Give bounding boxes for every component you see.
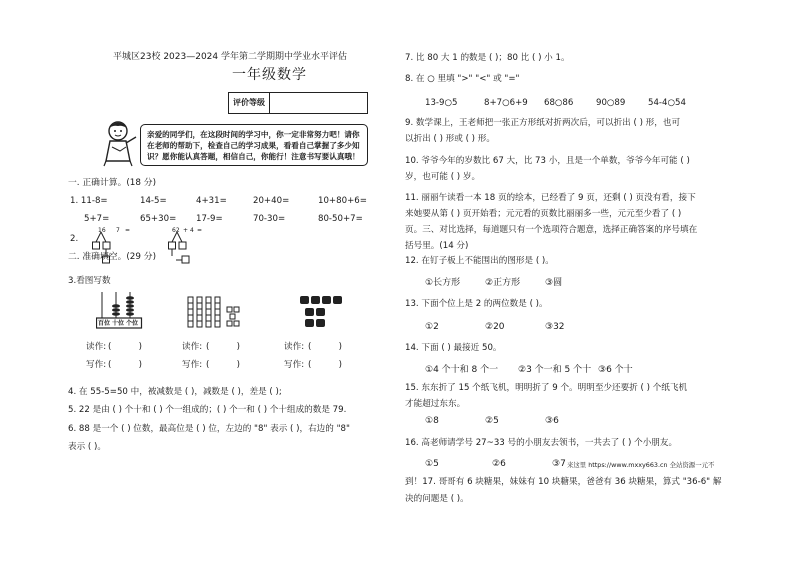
calc-1-5: 10+80+6= (318, 196, 367, 206)
question-10-line-2: 岁，也可能 ( ) 岁。 (405, 172, 481, 182)
q15-option-3: ③6 (545, 416, 559, 426)
question-17-line-2: 决的问题是 ( )。 (405, 494, 469, 504)
tree1-num-b: 7 (116, 227, 120, 234)
section-1-heading: 一. 正确计算。(18 分) (68, 178, 157, 188)
question-14: 14. 下面 ( ) 最接近 50。 (405, 343, 502, 353)
write-label-1: 写作: (86, 360, 107, 370)
write-label-3: 写作: (284, 360, 305, 370)
number-tree-2-icon (168, 232, 208, 272)
question-10-line-1: 10. 爷爷今年的岁数比 67 大，比 73 小，且是一个单数，爷爷今年可能 ( ) (405, 156, 690, 166)
tree2-plus: + (183, 227, 189, 234)
q8-item-1: 13-9○5 (425, 98, 458, 108)
abacus-label-ones: 个位 (126, 320, 139, 327)
question-6-line-2: 表示 ( )。 (68, 442, 106, 452)
question-15-line-2: 才能超过东东。 (405, 399, 466, 409)
q13-option-3: ③32 (545, 322, 565, 332)
read-label-2: 读作: (182, 342, 203, 352)
evaluation-grade-label: 评价等级 (229, 93, 270, 113)
question-11-line-1: 11. 丽丽午读看一本 18 页的绘本，已经看了 9 页，还剩 ( ) 页没有看，接下 (405, 193, 696, 203)
calc-1-2: 14-5= (140, 196, 167, 206)
q14-option-2: ②3 个一和 5 个十 (518, 365, 592, 375)
calc-2-5: 80-50+7= (318, 214, 363, 224)
question-6-line-1: 6. 88 是一个 ( ) 位数，最高位是 ( ) 位，左边的 "8" 表示 ( )，右边的 "8" (68, 424, 350, 434)
calc-item-2-label: 2. (70, 234, 79, 244)
q12-option-1: ①长方形 (425, 278, 461, 288)
question-11-line-2: 来她要从第 ( ) 页开始看；元元看的页数比丽丽多一些，元元至少看了 ( ) (405, 209, 682, 219)
q14-option-1: ①4 个十和 8 个一 (425, 365, 499, 375)
q8-item-3: 68○86 (544, 98, 574, 108)
calc-2-3: 17-9= (196, 214, 223, 224)
question-11-line-4: 括号里。(14 分) (405, 241, 469, 251)
q15-option-2: ②5 (485, 416, 499, 426)
question-7: 7. 比 80 大 1 的数是 ( )；80 比 ( ) 小 1。 (405, 53, 570, 63)
q12-option-2: ②正方形 (485, 278, 521, 288)
q13-option-2: ②20 (485, 322, 505, 332)
q16-option-2: ②6 (492, 459, 506, 469)
tree2-num-a: 62 (172, 227, 180, 234)
tree1-eq: = (125, 227, 131, 234)
q16-option-3: ③7 (552, 459, 566, 469)
calc-2-1: 5+7= (84, 214, 110, 224)
q16-option-1: ①5 (425, 459, 439, 469)
watermark-text: 来这里 https://www.mxxy663.cn 全站资源一元不 (567, 461, 715, 469)
question-15-line-1: 15. 东东折了 15 个纸飞机，明明折了 9 个。明明至少还要折 ( ) 个纸飞机 (405, 383, 688, 393)
calc-1-1: 1. 11-8= (70, 196, 108, 206)
question-8: 8. 在 ○ 里填 ">" "<" 或 "=" (405, 74, 520, 84)
q13-option-1: ①2 (425, 322, 439, 332)
calc-1-3: 4+31= (196, 196, 227, 206)
question-13: 13. 下面个位上是 2 的两位数是 ( )。 (405, 299, 548, 309)
abacus-label-tens: 十位 (112, 320, 125, 327)
read-label-1: 读作: (86, 342, 107, 352)
question-9-line-2: 以折出 ( ) 形或 ( ) 形。 (405, 134, 495, 144)
question-3: 3.看图写数 (68, 276, 111, 286)
calc-1-4: 20+40= (253, 196, 290, 206)
evaluation-grade-box (228, 92, 368, 114)
exam-subtitle: 一年级数学 (232, 67, 307, 83)
question-5: 5. 22 是由 ( ) 个十和 ( ) 个一组成的；( ) 个一和 ( ) 个十组成的数是 79. (68, 405, 347, 415)
calc-2-2: 65+30= (140, 214, 177, 224)
q15-option-1: ①8 (425, 416, 439, 426)
q12-option-3: ③圆 (545, 278, 563, 288)
abacus-label-hundreds: 百位 (98, 320, 111, 327)
write-label-2: 写作: (182, 360, 203, 370)
stamp-blocks-icon (298, 294, 348, 330)
q8-item-2: 8+7○6+9 (484, 98, 528, 108)
tree2-eq: = (197, 227, 203, 234)
question-9-line-1: 9. 数学课上，王老师把一张正方形纸对折两次后，可以折出 ( ) 形，也可 (405, 118, 681, 128)
question-4: 4. 在 55-5=50 中，被减数是 ( )，减数是 ( )，差是 ( ); (68, 387, 282, 397)
tree1-num-a: 16 (98, 227, 106, 234)
calc-2-4: 70-30= (253, 214, 286, 224)
section-2-heading: 二. 准确填空。(29 分) (68, 252, 157, 262)
q14-option-3: ③6 个十 (598, 365, 633, 375)
tree2-num-b: 4 (190, 227, 194, 234)
exam-title: 平城区23校 2023—2024 学年第二学期期中学业水平评估 (113, 52, 347, 62)
counting-cubes-icon (186, 295, 250, 329)
read-label-3: 读作: (284, 342, 305, 352)
notice-box: 亲爱的同学们，在这段时间的学习中，你一定非常努力吧！请你在老师的帮助下，检查自己的学习成果，看看自己掌握了多少知识？愿你能认真答题，相信自己，你能行！注意书写要认真哦！ (140, 124, 368, 166)
question-17-line-1: 到！17. 哥哥有 6 块糖果，妹妹有 10 块糖果，爸爸有 36 块糖果，算式 "36-6" 解 (405, 477, 722, 487)
girl-cartoon-icon (100, 117, 140, 167)
question-11-line-3: 页。三、对比选择，每道题只有一个选项符合题意，选择正确答案的序号填在 (405, 225, 698, 235)
question-12: 12. 在钉子板上不能围出的图形是 ( )。 (405, 256, 554, 266)
q8-item-4: 90○89 (596, 98, 626, 108)
q8-item-5: 54-4○54 (648, 98, 686, 108)
question-16: 16. 高老师请学号 27~33 号的小朋友去领书，一共去了 ( ) 个小朋友。 (405, 438, 678, 448)
